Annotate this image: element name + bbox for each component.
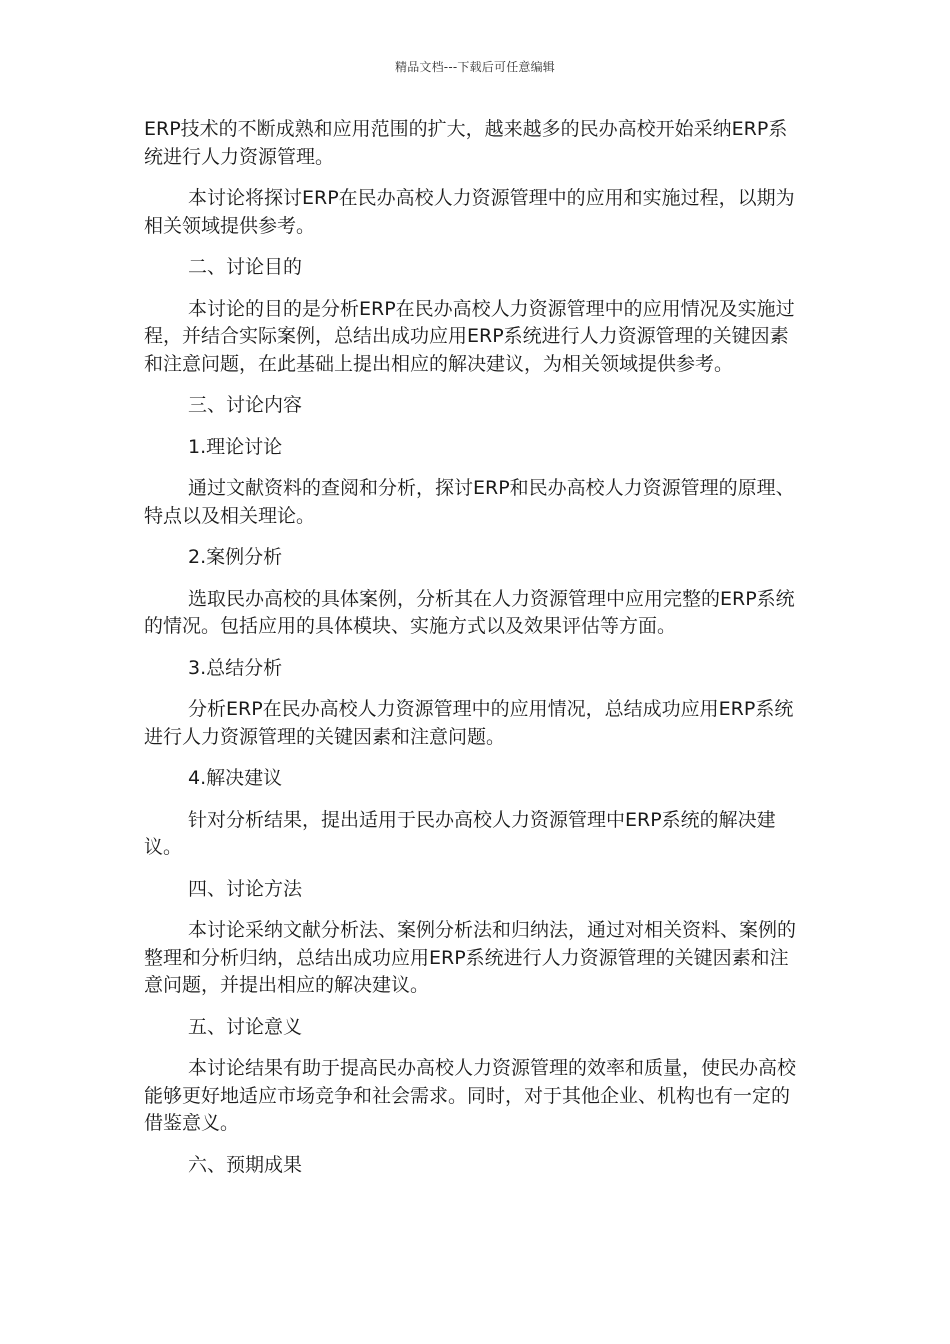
paragraph-purpose: 本讨论的目的是分析ERP在民办高校人力资源管理中的应用情况及实施过程，并结合实际案例，总结出成功应用ERP系统进行人力资源管理的关键因素和注意问题，在此基础上提出相应的解决建议，为相关领域提供参考。 — [144, 297, 795, 375]
subheading-summary: 3.总结分析 — [188, 656, 283, 679]
subheading-theory: 1.理论讨论 — [188, 435, 283, 458]
subheading-solution: 4.解决建议 — [188, 767, 283, 789]
paragraph-intro-continued: ERP技术的不断成熟和应用范围的扩大，越来越多的民办高校开始采纳ERP系统进行人力资源管理。 — [144, 118, 788, 168]
paragraph-theory: 通过文献资料的查阅和分析，探讨ERP和民办高校人力资源管理的原理、特点以及相关理论。 — [144, 477, 795, 527]
paragraph-solution: 针对分析结果，提出适用于民办高校人力资源管理中ERP系统的解决建议。 — [144, 808, 776, 858]
document-body — [144, 116, 804, 1193]
section-heading-significance: 五、讨论意义 — [188, 1015, 303, 1038]
section-heading-content: 三、讨论内容 — [188, 394, 303, 416]
section-heading-results: 六、预期成果 — [188, 1153, 303, 1176]
page-header: 精品文档---下载后可任意编辑 — [395, 60, 555, 74]
paragraph-case: 选取民办高校的具体案例，分析其在人力资源管理中应用完整的ERP系统的情况。包括应用的具体模块、实施方式以及效果评估等方面。 — [144, 587, 795, 637]
section-heading-method: 四、讨论方法 — [188, 877, 303, 900]
paragraph-intro-scope: 本讨论将探讨ERP在民办高校人力资源管理中的应用和实施过程，以期为相关领域提供参考。 — [144, 187, 795, 237]
paragraph-significance: 本讨论结果有助于提高民办高校人力资源管理的效率和质量，使民办高校能够更好地适应市场竞争和社会需求。同时，对于其他企业、机构也有一定的借鉴意义。 — [144, 1057, 797, 1134]
subheading-case: 2.案例分析 — [188, 546, 283, 568]
paragraph-method: 本讨论采纳文献分析法、案例分析法和归纳法，通过对相关资料、案例的整理和分析归纳，总结出成功应用ERP系统进行人力资源管理的关键因素和注意问题，并提出相应的解决建议。 — [144, 919, 797, 996]
paragraph-summary: 分析ERP在民办高校人力资源管理中的应用情况，总结成功应用ERP系统进行人力资源管理的关键因素和注意问题。 — [144, 698, 794, 748]
section-heading-purpose: 二、讨论目的 — [188, 256, 303, 278]
